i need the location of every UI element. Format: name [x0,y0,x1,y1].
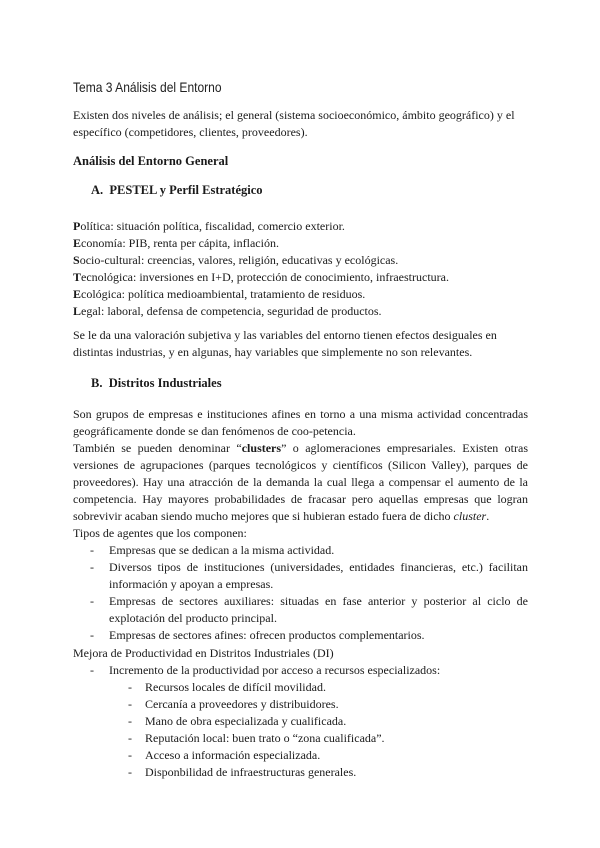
list-item: - Recursos locales de difícil movilidad. [128,680,326,694]
pestel-item: Economía: PIB, renta per cápita, inflación. [73,236,279,250]
section-b-heading [91,376,222,391]
agents-list [73,542,528,644]
resources-list [109,679,528,781]
clusters-paragraph: También se pueden denominar “clusters” o aglomeraciones empresariales. Existen otras versiones de agrupaciones (parques tecnológicos y científicos (Silicon Valley), parques de proveedores). Hay una atracción de la demanda la cual llega a compensar el aumento de la competencia. Hay mayores probabilidades de fracasar pero aquellas empresas que logran sobrevivir acaban siendo mucho mejores que si hubieran estado fuera de dicho cluster. [73,441,528,523]
section-a-letter: A. [91,183,104,197]
pestel-item: Política: situación política, fiscalidad, comercio exterior. [73,219,345,233]
section-a-title: PESTEL y Perfil Estratégico [109,183,263,197]
clusters-term: clusters [241,441,282,455]
section-b-letter: B. [91,376,103,390]
cluster-term: cluster [453,509,487,523]
page-title: Tema 3 Análisis del Entorno [73,79,222,95]
agents-intro: Tipos de agentes que los componen: [73,526,247,540]
list-item: - Empresas de sectores auxiliares: situadas en fase anterior y posterior al ciclo de explotación del producto principal. [90,594,528,625]
list-item: - Mano de obra especializada y cualificada. [128,714,347,728]
list-item: - Empresas que se dedican a la misma actividad. [90,543,335,557]
list-item: - Acceso a información especializada. [128,748,321,762]
productivity-heading: Mejora de Productividad en Distritos Industriales (DI) [73,646,334,660]
list-item: - Incremento de la productividad por acceso a recursos especializados: [90,663,441,677]
districts-definition: Son grupos de empresas e instituciones afines en torno a una misma actividad concentradas geográficamente donde se dan fenómenos de coo-petencia. [73,407,528,438]
list-item: - Disponbilidad de infraestructuras generales. [128,765,357,779]
general-analysis-heading: Análisis del Entorno General [73,154,229,168]
list-item: - Cercanía a proveedores y distribuidores. [128,697,339,711]
districts-body [73,406,528,644]
productivity-section [73,645,528,781]
pestel-item: Legal: laboral, defensa de competencia, seguridad de productos. [73,304,382,318]
pestel-list [73,218,528,320]
pestel-item: Socio-cultural: creencias, valores, religión, educativas y ecológicas. [73,253,399,267]
list-item: - Reputación local: buen trato o “zona cualificada”. [128,731,385,745]
list-item: - Diversos tipos de instituciones (universidades, entidades financieras, etc.) facilitan información y apoyan a empresas. [90,560,528,591]
pestel-item: Tecnológica: inversiones en I+D, protección de conocimiento, infraestructura. [73,270,449,284]
pestel-item: Ecológica: política medioambiental, tratamiento de residuos. [73,287,366,301]
section-b-title: Distritos Industriales [108,376,222,390]
productivity-list [73,662,528,679]
pestel-note: Se le da una valoración subjetiva y las variables del entorno tienen efectos desiguales en distintas industrias, y en algunas, hay variables que simplemente no son relevantes. [73,328,497,359]
section-a-heading [91,183,263,198]
list-item: - Empresas de sectores afines: ofrecen productos complementarios. [90,628,425,642]
intro-paragraph: Existen dos niveles de análisis; el general (sistema socioeconómico, ámbito geográfico) y el específico (competidores, clientes, proveedores). [73,108,515,139]
